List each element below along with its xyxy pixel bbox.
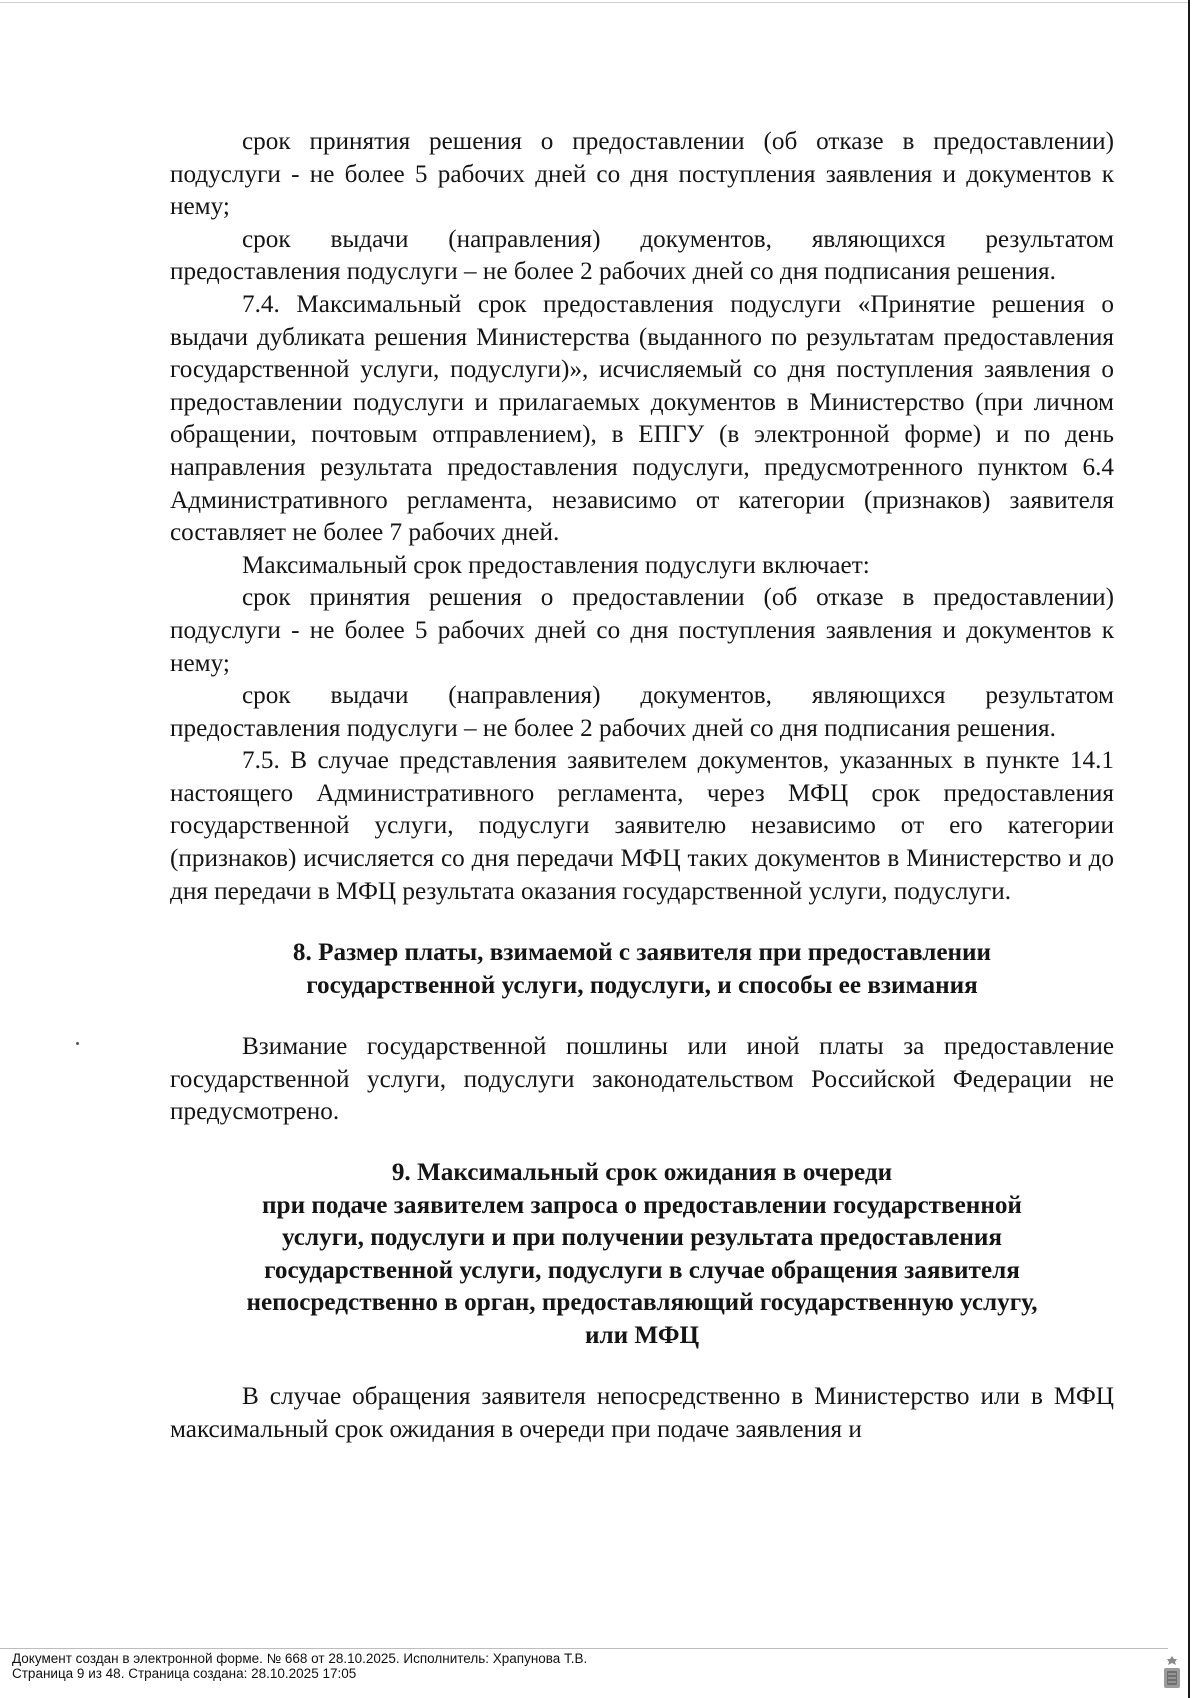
heading-line: непосредственно в орган, предоставляющий государственную услугу, [246,1289,1038,1317]
heading-line: 9. Максимальный срок ожидания в очереди [391,1159,893,1187]
page-top-edge [0,2,1190,3]
document-body [170,126,1114,1446]
heading-line: государственной услуги, подуслуги в случае обращения заявителя [264,1256,1020,1284]
paragraph-7-5: 7.5. В случае представления заявителем документов, указанных в пункте 14.1 настоящего Административного регламента, через МФЦ срок предоставления государственной услуги, подуслуги заявителю независимо от его категории (признаков) исчисляется со дня передачи МФЦ таких документов в Министерство и до дня передачи в МФЦ результата оказания государственной услуги, подуслуги. [170,747,1114,905]
heading-line: 8. Размер платы, взимаемой с заявителя при предоставлении [292,939,992,967]
section-heading-8 [170,937,1114,1002]
paragraph: срок принятия решения о предоставлении (об отказе в предоставлении) подуслуги - не более 5 рабочих дней со дня поступления заявления и документов к нему; [170,128,1114,221]
emblem-icon [1160,1654,1184,1692]
footer-divider [0,1648,1168,1649]
paragraph-fee: Взимание государственной пошлины или иной платы за предоставление государственной услуги, подуслуги законодательством Российской Федерации не предусмотрено. [170,1033,1114,1126]
heading-line: государственной услуги, подуслуги, и способы ее взимания [306,971,978,999]
paragraph-7-4: 7.4. Максимальный срок предоставления подуслуги «Принятие решения о выдачи дубликата решения Министерства (выданного по результатам предоставления государственной услуги, подуслуги)», исчисляемый со дня поступления заявления о предоставлении подуслуги и прилагаемых документов в Министерство (при личном обращении, почтовым отправлением), в ЕПГУ (в электронной форме) и по день направления результата предоставления подуслуги, предусмотренного пунктом 6.4 Административного регламента, независимо от категории (признаков) заявителя составляет не более 7 рабочих дней. [170,290,1114,547]
paragraph: срок выдачи (направления) документов, являющихся результатом предоставления подуслуги – не более 2 рабочих дней со дня подписания решения. [170,225,1114,286]
scan-speck [76,1042,79,1045]
heading-line: или МФЦ [584,1321,700,1349]
paragraph-queue: В случае обращения заявителя непосредственно в Министерство или в МФЦ максимальный срок ожидания в очереди при подаче заявления и [170,1383,1114,1443]
document-footer [12,1651,1112,1681]
paragraph: Максимальный срок предоставления подуслуги включает: [242,551,870,579]
heading-line: при подаче заявителем запроса о предоставлении государственной [262,1191,1022,1219]
page-right-edge [1188,0,1190,1698]
footer-creation-info: Документ создан в электронной форме. № 668 от 28.10.2025. Исполнитель: Храпунова Т.В. [12,1651,588,1666]
footer-page-info: Страница 9 из 48. Страница создана: 28.10.2025 17:05 [12,1666,357,1681]
paragraph: срок принятия решения о предоставлении (об отказе в предоставлении) подуслуги - не более 5 рабочих дней со дня поступления заявления и документов к нему; [170,584,1114,677]
heading-line: услуги, подуслуги и при получении результата предоставления [281,1224,1003,1252]
section-heading-9 [170,1157,1114,1352]
paragraph: срок выдачи (направления) документов, являющихся результатом предоставления подуслуги – не более 2 рабочих дней со дня подписания решения. [170,682,1114,742]
